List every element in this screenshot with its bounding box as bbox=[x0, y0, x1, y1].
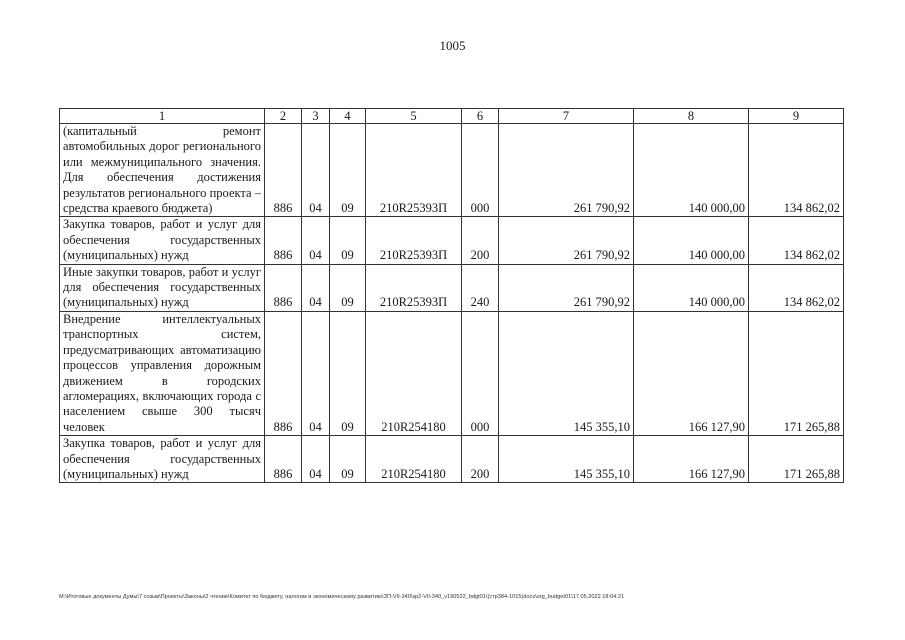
row-col4: 09 bbox=[330, 124, 366, 217]
row-name: Иные закупки товаров, работ и услуг для обеспечения государственных (муниципальных) нужд bbox=[60, 264, 265, 311]
row-name: Закупка товаров, работ и услуг для обеспечения государственных (муниципальных) нужд bbox=[60, 217, 265, 264]
row-col5: 210R254180 bbox=[366, 436, 462, 483]
row-col8: 166 127,90 bbox=[634, 311, 749, 435]
row-col4: 09 bbox=[330, 217, 366, 264]
row-col4: 09 bbox=[330, 436, 366, 483]
column-header: 5 bbox=[366, 109, 462, 124]
row-col6: 000 bbox=[462, 311, 499, 435]
row-col9: 171 265,88 bbox=[749, 436, 844, 483]
table-row bbox=[60, 124, 844, 217]
row-col7: 261 790,92 bbox=[499, 217, 634, 264]
row-col7: 145 355,10 bbox=[499, 311, 634, 435]
file-path-footer: M:\Итоговые документы Думы\7 созыв\Проекты\Законы\2 чтение\Комитет по бюджету, налогам и экономическому развитию\ЗП-VII-340\зр2-VII-340_v190522_bdgt01\(стр384-1015)docs\org_budget01\17.05.2022 18:04:21 bbox=[59, 594, 625, 600]
column-header: 2 bbox=[265, 109, 302, 124]
row-col2: 886 bbox=[265, 264, 302, 311]
column-header: 4 bbox=[330, 109, 366, 124]
row-col8: 166 127,90 bbox=[634, 436, 749, 483]
column-header: 1 bbox=[60, 109, 265, 124]
row-name: (капитальный ремонт автомобильных дорог регионального или межмуниципального значения. Для обеспечения достижения результатов регионального проекта – средства краевого бюджета) bbox=[60, 124, 265, 217]
row-col4: 09 bbox=[330, 264, 366, 311]
table-row bbox=[60, 436, 844, 483]
row-col5: 210R25393П bbox=[366, 217, 462, 264]
page-number: 1005 bbox=[439, 38, 466, 53]
row-col2: 886 bbox=[265, 217, 302, 264]
row-col8: 140 000,00 bbox=[634, 264, 749, 311]
row-col7: 261 790,92 bbox=[499, 124, 634, 217]
row-col7: 145 355,10 bbox=[499, 436, 634, 483]
column-header: 6 bbox=[462, 109, 499, 124]
table-header-row bbox=[60, 109, 844, 124]
row-col5: 210R25393П bbox=[366, 124, 462, 217]
row-col5: 210R254180 bbox=[366, 311, 462, 435]
row-col6: 000 bbox=[462, 124, 499, 217]
column-header: 3 bbox=[302, 109, 330, 124]
row-col3: 04 bbox=[302, 436, 330, 483]
column-header: 8 bbox=[634, 109, 749, 124]
row-col8: 140 000,00 bbox=[634, 217, 749, 264]
row-col3: 04 bbox=[302, 217, 330, 264]
table-row bbox=[60, 264, 844, 311]
row-col6: 240 bbox=[462, 264, 499, 311]
row-col3: 04 bbox=[302, 311, 330, 435]
column-header: 7 bbox=[499, 109, 634, 124]
row-col6: 200 bbox=[462, 436, 499, 483]
row-col6: 200 bbox=[462, 217, 499, 264]
row-col4: 09 bbox=[330, 311, 366, 435]
table-row bbox=[60, 311, 844, 435]
row-col9: 134 862,02 bbox=[749, 124, 844, 217]
row-col9: 134 862,02 bbox=[749, 217, 844, 264]
row-col3: 04 bbox=[302, 124, 330, 217]
row-col2: 886 bbox=[265, 436, 302, 483]
row-col7: 261 790,92 bbox=[499, 264, 634, 311]
row-col9: 171 265,88 bbox=[749, 311, 844, 435]
row-col8: 140 000,00 bbox=[634, 124, 749, 217]
row-name: Внедрение интеллектуальных транспортных систем, предусматривающих автоматизацию процессов управления дорожным движением в городских агломерациях, включающих города с населением свыше 300 тысяч человек bbox=[60, 311, 265, 435]
row-name: Закупка товаров, работ и услуг для обеспечения государственных (муниципальных) нужд bbox=[60, 436, 265, 483]
budget-table bbox=[59, 108, 844, 483]
table-row bbox=[60, 217, 844, 264]
row-col2: 886 bbox=[265, 311, 302, 435]
column-header: 9 bbox=[749, 109, 844, 124]
row-col9: 134 862,02 bbox=[749, 264, 844, 311]
row-col5: 210R25393П bbox=[366, 264, 462, 311]
row-col2: 886 bbox=[265, 124, 302, 217]
row-col3: 04 bbox=[302, 264, 330, 311]
